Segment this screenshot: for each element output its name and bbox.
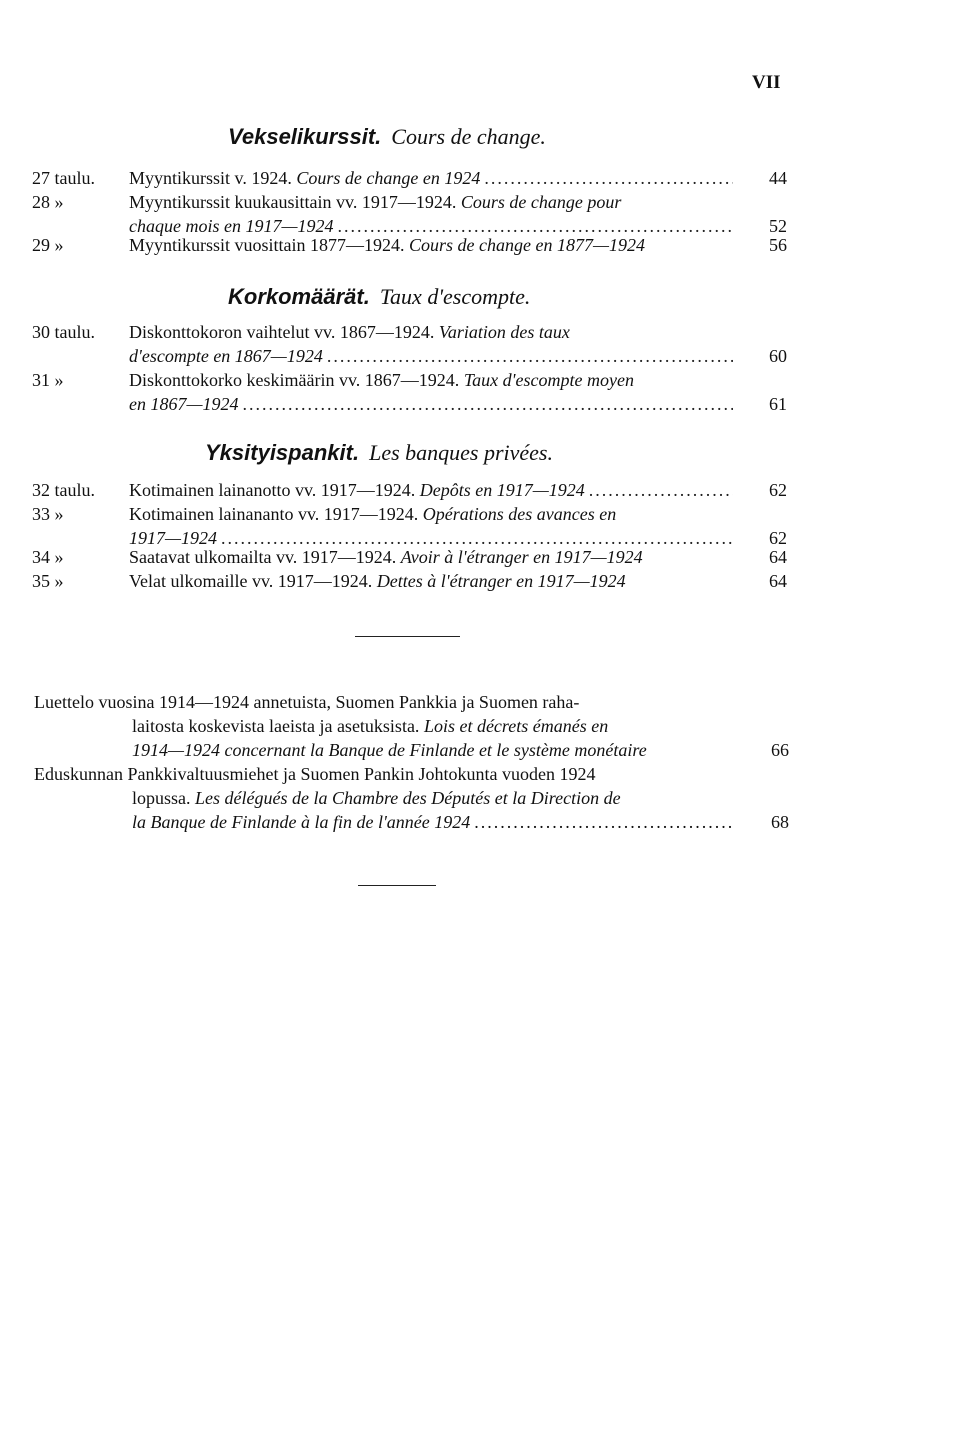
toc-entry-30[interactable] <box>32 320 787 368</box>
section-heading-fr: Taux d'escompte. <box>379 284 531 309</box>
section-heading-banks <box>205 440 553 466</box>
entry-number: 28 » <box>32 192 64 212</box>
entry-page: 60 <box>769 346 787 366</box>
dot-leader <box>327 344 733 368</box>
entry-title-fi: Diskonttokoron vaihtelut vv. 1867—1924. <box>129 322 435 342</box>
appendix-title-fi-cont: laitosta koskevista laeista ja asetuksista. <box>132 716 420 736</box>
entry-title-fr-cont: 1917—1924 <box>129 528 218 548</box>
entry-title-fi: Myyntikurssit v. 1924. <box>129 168 292 188</box>
toc-entry-29[interactable] <box>32 233 787 257</box>
entry-title-fi: Diskonttokorko keskimäärin vv. 1867—1924. <box>129 370 460 390</box>
entry-page: 64 <box>769 547 787 567</box>
toc-entry-34[interactable] <box>32 545 787 569</box>
appendix-title-fr-cont: la Banque de Finlande à la fin de l'année 1924 <box>132 812 471 832</box>
entry-page: 62 <box>769 528 787 548</box>
entry-title-fr: Depôts en 1917—1924 <box>419 480 585 500</box>
toc-entry-33[interactable] <box>32 502 787 550</box>
entry-title-fr: Cours de change pour <box>460 192 622 212</box>
entry-title-fi: Kotimainen lainananto vv. 1917—1924. <box>129 504 419 524</box>
toc-entry-35[interactable] <box>32 569 787 593</box>
entry-title-fr: Dettes à l'étranger en 1917—1924 <box>376 571 626 591</box>
entry-number: 33 » <box>32 504 64 524</box>
entry-number: 31 » <box>32 370 64 390</box>
section-heading-fi: Vekselikurssit. <box>228 124 382 149</box>
entry-page: 56 <box>769 235 787 255</box>
entry-page: 64 <box>769 571 787 591</box>
entry-title-fr: Cours de change en 1877—1924 <box>409 235 645 255</box>
entry-number: 34 » <box>32 547 64 567</box>
entry-title-fr: Avoir à l'étranger en 1917—1924 <box>400 547 643 567</box>
section-heading-interest <box>228 284 530 310</box>
entry-title-fr-cont: en 1867—1924 <box>129 394 239 414</box>
section-heading-fi: Yksityispankit. <box>205 440 360 465</box>
entry-title-fr: Cours de change en 1924 <box>296 168 481 188</box>
appendix-title-fr-cont: 1914—1924 concernant la Banque de Finlande et le système monétaire <box>132 740 647 760</box>
section-heading-exchange <box>228 124 546 150</box>
entry-number: 29 » <box>32 235 64 255</box>
end-divider <box>358 885 436 886</box>
appendix-title-fi: Eduskunnan Pankkivaltuusmiehet ja Suomen Pankin Johtokunta vuoden 1924 <box>34 764 596 784</box>
entry-title-fr: Opérations des avances en <box>422 504 617 524</box>
section-divider <box>355 636 460 637</box>
toc-entry-28[interactable] <box>32 190 787 238</box>
appendix-entry-delegates[interactable] <box>34 762 789 834</box>
toc-entry-31[interactable] <box>32 368 787 416</box>
entry-page: 52 <box>769 216 787 236</box>
entry-title-fi: Myyntikurssit vuosittain 1877—1924. <box>129 235 405 255</box>
toc-entry-32[interactable] <box>32 478 787 502</box>
appendix-title-fr: Les délégués de la Chambre des Députés et la Direction de <box>195 788 621 808</box>
section-heading-fr: Les banques privées. <box>369 440 553 465</box>
entry-number: 35 » <box>32 571 64 591</box>
dot-leader <box>589 478 733 502</box>
entry-number: 32 taulu. <box>32 480 95 500</box>
dot-leader <box>484 166 733 190</box>
entry-title-fi: Myyntikurssit kuukausittain vv. 1917—1924. <box>129 192 457 212</box>
toc-entry-27[interactable] <box>32 166 787 190</box>
entry-page: 61 <box>769 394 787 414</box>
appendix-title-fi: Luettelo vuosina 1914—1924 annetuista, Suomen Pankkia ja Suomen raha- <box>34 692 580 712</box>
dot-leader <box>243 392 734 416</box>
entry-title-fr: Taux d'escompte moyen <box>463 370 634 390</box>
entry-page: 44 <box>769 168 787 188</box>
appendix-entry-laws[interactable] <box>34 690 789 762</box>
entry-number: 27 taulu. <box>32 168 95 188</box>
entry-title-fi: Kotimainen lainanotto vv. 1917—1924. <box>129 480 416 500</box>
entry-title-fr: Variation des taux <box>438 322 570 342</box>
page-number: VII <box>752 72 781 93</box>
entry-page: 62 <box>769 480 787 500</box>
appendix-title-fr: Lois et décrets émanés en <box>423 716 609 736</box>
dot-leader <box>474 810 735 834</box>
entry-title-fi: Saatavat ulkomailta vv. 1917—1924. <box>129 547 397 567</box>
section-heading-fr: Cours de change. <box>391 124 546 149</box>
appendix-title-fi-cont: lopussa. <box>132 788 191 808</box>
entry-number: 30 taulu. <box>32 322 95 342</box>
entry-title-fr-cont: chaque mois en 1917—1924 <box>129 216 334 236</box>
section-heading-fi: Korkomäärät. <box>228 284 370 309</box>
entry-title-fi: Velat ulkomaille vv. 1917—1924. <box>129 571 373 591</box>
entry-title-fr-cont: d'escompte en 1867—1924 <box>129 346 323 366</box>
entry-page: 68 <box>771 812 789 832</box>
entry-page: 66 <box>771 740 789 760</box>
